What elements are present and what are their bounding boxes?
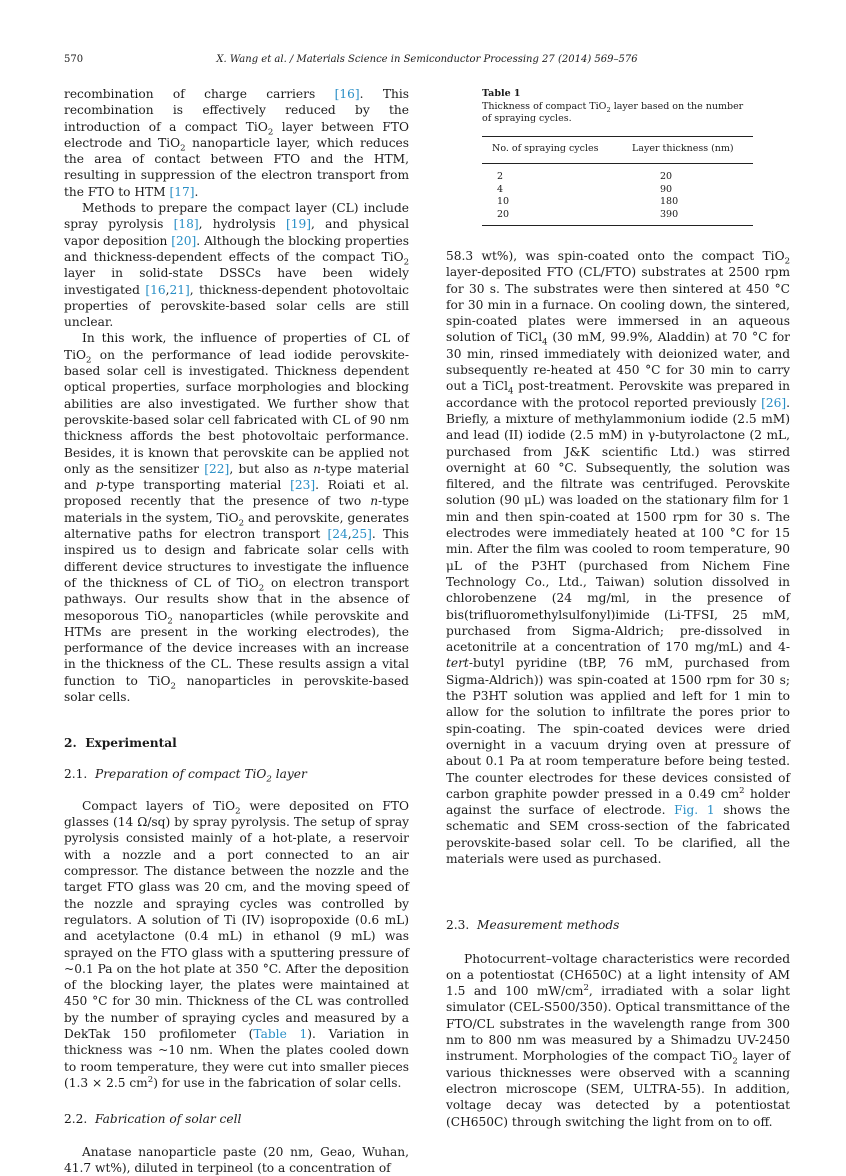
cell-cycles: 4 — [497, 183, 504, 195]
reference-link[interactable]: [22] — [204, 461, 230, 476]
table-row — [482, 171, 753, 184]
right-column — [446, 248, 790, 1130]
cell-thickness: 390 — [660, 208, 679, 220]
reference-link[interactable]: [23] — [290, 478, 316, 493]
subsection-heading-2-2: 2.2. Fabrication of solar cell — [64, 1112, 242, 1127]
table-bottom-rule — [482, 225, 753, 226]
table-label: Table 1 — [482, 88, 521, 99]
subsection-heading-2-3: 2.3. Measurement methods — [446, 918, 620, 933]
cell-thickness: 90 — [660, 183, 673, 195]
section-heading-experimental: 2. Experimental — [64, 736, 177, 751]
journal-citation: X. Wang et al. / Materials Science in Semiconductor Processing 27 (2014) 569–576 — [216, 54, 638, 65]
paragraph-intro-3: In this work, the influence of properties of CL of TiO$_2$ on the performance of lead iodide perovskite-based solar cell is investigated. Thickness dependent optical properties, surface morphologies and blocking abilities are also investigated. We further show that perovskite-based solar cell fabricated with CL of 90 nm thickness affords the best photovoltaic performance. Besides, it is known that perovskite can be applied not only as the sensitizer [22], but also as n-type material and p-type transporting material [23]. Roiati et al. proposed recently that the presence of two n-type materials in the system, TiO$_2$ and perovskite, generates alternative paths for electron transport [24,25]. This inspired us to design and fabricate solar cells with different device structures to investigate the influence of the thickness of CL of TiO$_2$ on electron transport pathways. Our results show that in the absence of mesoporous TiO$_2$ nanoparticles (while perovskite and HTMs are present in the working electrodes), the performance of the device increases with an increase in the thickness of the CL. These results assign a vital function to TiO$_2$ nanoparticles in perovskite-based solar cells. — [64, 331, 410, 704]
table-header-row — [482, 137, 753, 164]
reference-link[interactable]: [16 — [145, 282, 166, 297]
reference-link[interactable]: [26] — [761, 395, 787, 410]
paragraph-fabrication-start: Anatase nanoparticle paste (20 nm, Geao, Wuhan, 41.7 wt%), diluted in terpineol (to a concentration of — [64, 1144, 409, 1175]
running-header — [64, 54, 790, 68]
subsection-heading-2-1: 2.1. Preparation of compact TiO$_2$ layer — [64, 766, 307, 785]
reference-link[interactable]: [16] — [334, 87, 360, 101]
figure-link[interactable]: Fig. 1 — [674, 803, 715, 818]
page-number: 570 — [64, 54, 84, 65]
table-row — [482, 196, 753, 209]
table-row — [482, 209, 753, 222]
left-column — [64, 86, 409, 1176]
reference-link[interactable]: [17] — [169, 184, 195, 199]
reference-link[interactable]: 25] — [351, 527, 372, 542]
table-link[interactable]: Table 1 — [253, 1027, 308, 1042]
paragraph-intro-2: Methods to prepare the compact layer (CL) include spray pyrolysis [18], hydrolysis [19], and physical vapor deposition [20]. Although the blocking properties and thickness-dependent effects of the compact TiO$_2$ layer in solid-state DSSCs have been widely investigated [16,21], thickness-dependent photovoltaic properties of perovskite-based solar cells are still unclear. — [64, 201, 410, 330]
reference-link[interactable]: [18] — [173, 217, 199, 232]
table-1 — [482, 88, 753, 226]
cell-cycles: 10 — [497, 196, 510, 208]
table-caption: Thickness of compact TiO$_2$ layer based on the number of spraying cycles. — [482, 100, 744, 124]
reference-link[interactable]: 21] — [169, 282, 190, 297]
cell-thickness: 180 — [660, 196, 679, 208]
cell-thickness: 20 — [660, 171, 673, 182]
paragraph-fabrication-cont: 58.3 wt%), was spin-coated onto the compact TiO$_2$ layer-deposited FTO (CL/FTO) substrates at 2500 rpm for 30 s. The substrates were then sintered at 450 °C for 30 min in a furnace. On cooling down, the sintered, spin-coated plates were immersed in an aqueous solution of TiCl$_4$ (30 mM, 99.9%, Aladdin) at 70 °C for 30 min, rinsed immediately with deionized water, and subsequently re-heated at 450 °C for 30 min to carry out a TiCl$_4$ post-treatment. Perovskite was prepared in accordance with the protocol reported previously [26]. Briefly, a mixture of methylammonium iodide (2.5 mM) and lead (II) iodide (2.5 mM) in γ-butyrolactone (2 mL, purchased from J&K scientific Ltd.) was stirred overnight at 60 °C. Subsequently, the solution was filtered, and the filtrate was centrifuged. Perovskite solution (90 μL) was loaded on the stationary film for 1 min and then spin-coated at 1500 rpm for 30 s. The electrodes were immediately heated at 100 °C for 15 min. After the film was cooled to room temperature, 90 μL of the P3HT (purchased from Nichem Fine Technology Co., Ltd., Taiwan) solution dissolved in chlorobenzene (24 mg/ml, in the presence of bis(trifluoromethylsulfonyl)imide (Li-TFSI, 25 mM, purchased from Sigma-Aldrich; pre-dissolved in acetonitrile at a concentration of 170 mg/mL) and 4-tert-butyl pyridine (tBP, 76 mM, purchased from Sigma-Aldrich)) was spin-coated at 1500 rpm for 30 s; the P3HT solution was applied and left for 1 min to allow for the solution to infiltrate the pores prior to spin-coating. The spin-coated devices were dried overnight in a vacuum drying oven at pressure of about 0.1 Pa at room temperature before being tested. The counter electrodes for these devices consisted of carbon graphite powder pressed in a 0.49 $cm^2$ holder against the surface of electrode. Fig. 1 shows the schematic and SEM cross-section of the fabricated perovskite-based solar cell. To be clarified, all the materials were used as purchased. — [446, 249, 791, 866]
reference-link[interactable]: [20] — [171, 233, 197, 248]
reference-link[interactable]: [19] — [285, 217, 311, 232]
table-header-thickness: Layer thickness (nm) — [632, 142, 734, 154]
paragraph-intro-1: recombination of charge carriers [16]. This recombination is effectively reduced by the introduction of a compact TiO$_2$ layer between FTO electrode and TiO$_2$ nanoparticle layer, which reduces the area of contact between FTO and the HTM, resulting in suppression of the electron transport from the FTO to HTM [17]. — [64, 87, 409, 199]
paragraph-measurement: Photocurrent–voltage characteristics were recorded on a potentiostat (CH650C) at a light intensity of AM 1.5 and 100 $mW/cm^2$, irradiated with a solar light simulator (CEL-S500/350). Optical transmittance of the FTO/CL substrates in the wavelength range from 300 nm to 800 nm was measured by a Shimadzu UV-2450 instrument. Morphologies of the compact TiO$_2$ layer of various thicknesses were observed with a scanning electron microscope (SEM, ULTRA-55). In addition, voltage decay was detected by a potentiostat (CH650C) through switching the light from on to off. — [446, 951, 790, 1129]
cell-cycles: 2 — [497, 171, 504, 182]
paragraph-compact-layers: Compact layers of TiO$_2$ were deposited on FTO glasses (14 Ω/sq) by spray pyrolysis. The setup of spray pyrolysis consisted mainly of a hot-plate, a reservoir with a nozzle and a port connected to an air compressor. The distance between the nozzle and the target FTO glass was 20 cm, and the moving speed of the nozzle and spraying cycles was controlled by regulators. A solution of Ti (IV) isopropoxide (0.6 mL) and acetylactone (0.4 mL) in ethanol (9 mL) was sprayed on the FTO glass with a sputtering pressure of ~0.1 Pa on the hot plate at 350 °C. After the deposition of the blocking layer, the plates were maintained at 450 °C for 30 min. Thickness of the CL was controlled by the number of spraying cycles and measured by a DekTak 150 profilometer (Table 1). Variation in thickness was ~10 nm. When the plates cooled down to room temperature, they were cut into smaller pieces (1.3 × 2.5 $cm^2$) for use in the fabrication of solar cells. — [64, 798, 409, 1090]
table-row — [482, 184, 753, 197]
table-body — [482, 164, 753, 225]
reference-link[interactable]: [24 — [327, 527, 348, 542]
table-header-cycles: No. of spraying cycles — [492, 142, 599, 154]
cell-cycles: 20 — [497, 208, 510, 220]
